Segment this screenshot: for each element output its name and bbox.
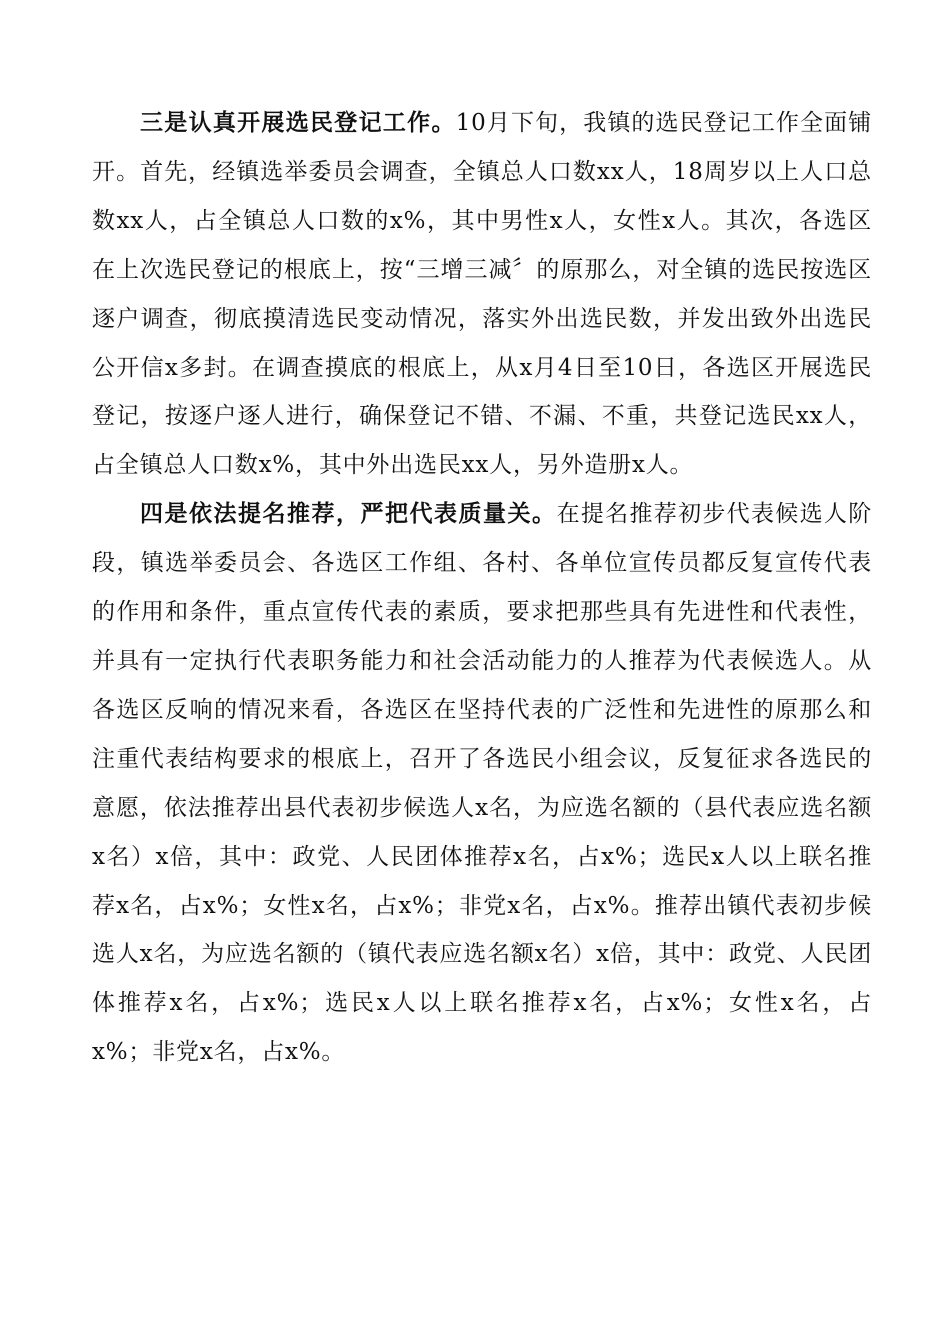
document-body xyxy=(92,99,872,1077)
paragraph-lead-voter-registration: 三是认真开展选民登记工作。 xyxy=(140,109,456,136)
paragraph-voter-registration xyxy=(92,99,872,490)
paragraph-text-nomination: 在提名推荐初步代表候选人阶段，镇选举委员会、各选区工作组、各村、各单位宣传员都反复宣传代表的作用和条件，重点宣传代表的素质，要求把那些具有先进性和代表性，并具有一定执行代表职务能力和社会活动能力的人推荐为代表候选人。从各选区反响的情况来看，各选区在坚持代表的广泛性和先进性的原那么和注重代表结构要求的根底上，召开了各选民小组会议，反复征求各选民的意愿，依法推荐出县代表初步候选人x名，为应选名额的（县代表应选名额x名）x倍，其中：政党、人民团体推荐x名，占x%；选民x人以上联名推荐x名，占x%；女性x名，占x%；非党x名，占x%。推荐出镇代表初步候选人x名，为应选名额的（镇代表应选名额x名）x倍，其中：政党、人民团体推荐x名，占x%；选民x人以上联名推荐x名，占x%；女性x名，占x%；非党x名，占x%。 xyxy=(92,501,873,1066)
paragraph-lead-nomination: 四是依法提名推荐，严把代表质量关。 xyxy=(140,500,557,528)
paragraph-text-voter-registration: 10月下旬，我镇的选民登记工作全面铺开。首先，经镇选举委员会调查，全镇总人口数xx人，18周岁以上人口总数xx人，占全镇总人口数的x%，其中男性x人，女性x人。其次，各选区在上次选民登记的根底上，按“三增三减〞的原那么，对全镇的选民按选区逐户调查，彻底摸清选民变动情况，落实外出选民数，并发出致外出选民公开信x多封。在调查摸底的根底上，从x月4日至10日，各选区开展选民登记，按逐户逐人进行，确保登记不错、不漏、不重，共登记选民xx人，占全镇总人口数x%，其中外出选民xx人，另外造册x人。 xyxy=(92,110,872,479)
paragraph-nomination xyxy=(92,490,872,1077)
